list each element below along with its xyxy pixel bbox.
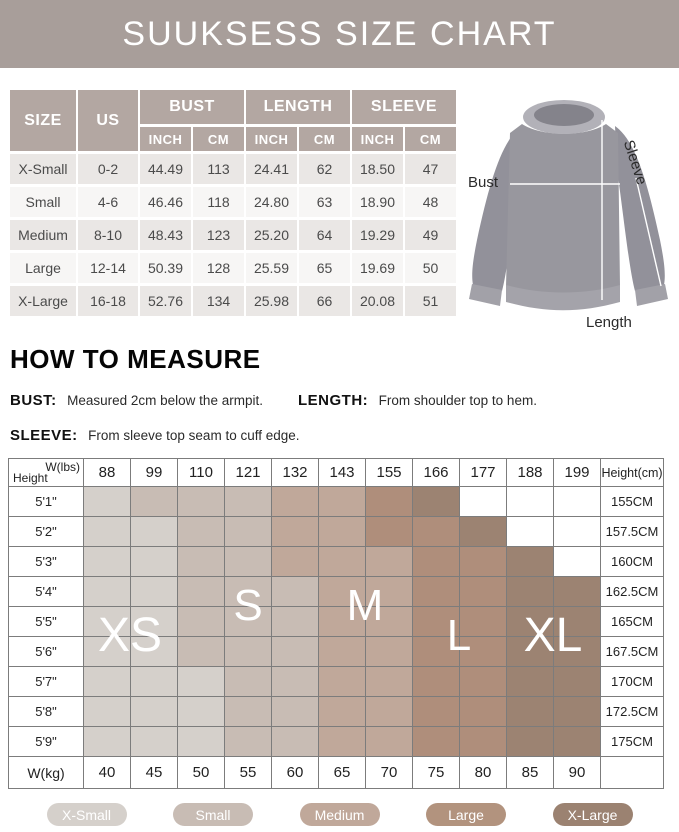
matrix-cell <box>225 697 272 727</box>
matrix-cell <box>460 487 507 517</box>
bust-label: Bust <box>468 174 499 191</box>
matrix-cell <box>272 637 319 667</box>
table-cell: 134 <box>193 286 244 316</box>
matrix-cell <box>554 517 601 547</box>
matrix-cell <box>554 577 601 607</box>
matrix-cell <box>507 607 554 637</box>
subheader-inch: INCH <box>352 127 403 151</box>
measure-text: From sleeve top seam to cuff edge. <box>88 428 300 443</box>
measure-item-bust <box>10 392 263 410</box>
matrix-cell <box>507 547 554 577</box>
height-label: 5'5" <box>9 607 84 637</box>
table-cell: 63 <box>299 187 350 217</box>
matrix-cell <box>131 487 178 517</box>
how-to-measure <box>10 344 670 445</box>
table-row <box>10 220 456 250</box>
table-cell: 62 <box>299 154 350 184</box>
height-cm-value: 162.5CM <box>601 577 664 607</box>
matrix-row <box>9 517 664 547</box>
matrix-cell <box>413 547 460 577</box>
table-row <box>10 154 456 184</box>
size-table <box>8 87 458 319</box>
matrix-cell <box>178 577 225 607</box>
table-cell: 24.41 <box>246 154 297 184</box>
matrix-cell <box>178 517 225 547</box>
matrix-cell <box>178 697 225 727</box>
matrix-corner-cell <box>9 459 84 487</box>
matrix-cell <box>413 667 460 697</box>
table-cell: Medium <box>10 220 76 250</box>
matrix-row <box>9 637 664 667</box>
weight-lbs-header: 110 <box>178 459 225 487</box>
matrix-row <box>9 487 664 517</box>
matrix-cell <box>84 547 131 577</box>
weight-kg-value: 45 <box>131 757 178 789</box>
matrix-cell <box>131 667 178 697</box>
matrix-cell <box>366 727 413 757</box>
matrix-cell <box>319 517 366 547</box>
matrix-cell <box>225 577 272 607</box>
matrix-cell <box>460 607 507 637</box>
matrix-row <box>9 577 664 607</box>
measure-label: LENGTH: <box>298 392 369 409</box>
matrix-cell <box>460 667 507 697</box>
weight-kg-value: 55 <box>225 757 272 789</box>
corner-top-label: W(lbs) <box>45 460 80 474</box>
height-weight-matrix <box>8 458 671 789</box>
legend-pill-large: Large <box>426 803 506 826</box>
matrix-cell <box>131 727 178 757</box>
zone-label-m: M <box>346 581 384 630</box>
matrix-cell <box>554 637 601 667</box>
title-bar <box>0 0 679 68</box>
matrix-cell <box>319 607 366 637</box>
zone-label-xl: XL <box>523 609 583 662</box>
matrix-cell <box>225 487 272 517</box>
matrix-cell <box>319 577 366 607</box>
table-cell: 19.69 <box>352 253 403 283</box>
matrix-cell <box>460 637 507 667</box>
table-cell: 65 <box>299 253 350 283</box>
sweater-illustration <box>460 88 679 340</box>
table-cell: 123 <box>193 220 244 250</box>
matrix-cell <box>319 697 366 727</box>
table-cell: 48 <box>405 187 456 217</box>
table-cell: 46.46 <box>140 187 191 217</box>
height-label: 5'2" <box>9 517 84 547</box>
height-label: 5'4" <box>9 577 84 607</box>
matrix-cell <box>413 637 460 667</box>
legend-pill-medium: Medium <box>300 803 380 826</box>
col-header-us: US <box>78 90 138 151</box>
table-cell: 50 <box>405 253 456 283</box>
matrix-cell <box>131 637 178 667</box>
matrix-cell <box>319 667 366 697</box>
table-cell: X-Small <box>10 154 76 184</box>
table-cell: 49 <box>405 220 456 250</box>
matrix-cell <box>507 577 554 607</box>
matrix-cell <box>460 547 507 577</box>
zone-label-s: S <box>233 581 263 630</box>
matrix-cell <box>366 517 413 547</box>
matrix-cell <box>178 667 225 697</box>
table-cell: 18.50 <box>352 154 403 184</box>
table-cell: 47 <box>405 154 456 184</box>
subheader-cm: CM <box>299 127 350 151</box>
matrix-cell <box>319 637 366 667</box>
height-label: 5'6" <box>9 637 84 667</box>
weight-lbs-header: 155 <box>366 459 413 487</box>
matrix-cell <box>554 547 601 577</box>
sweater-image <box>460 88 679 340</box>
weight-lbs-header: 188 <box>507 459 554 487</box>
matrix-cell <box>460 697 507 727</box>
table-cell: 50.39 <box>140 253 191 283</box>
table-cell: 113 <box>193 154 244 184</box>
matrix-cell <box>84 517 131 547</box>
height-cm-header: Height(cm) <box>601 459 664 487</box>
table-cell: 64 <box>299 220 350 250</box>
table-cell: 19.29 <box>352 220 403 250</box>
weight-kg-label: W(kg) <box>9 757 84 789</box>
matrix-cell <box>413 577 460 607</box>
table-cell: 128 <box>193 253 244 283</box>
col-header-sleeve: SLEEVE <box>352 90 456 124</box>
matrix-cell <box>460 577 507 607</box>
matrix-cell <box>413 727 460 757</box>
matrix-cell <box>460 517 507 547</box>
matrix-cell <box>272 577 319 607</box>
sleeve-label: Sleeve <box>619 138 651 187</box>
matrix-cell <box>413 607 460 637</box>
matrix-cell <box>84 667 131 697</box>
matrix-row <box>9 547 664 577</box>
matrix-cell <box>413 517 460 547</box>
matrix-cell <box>272 697 319 727</box>
col-header-length: LENGTH <box>246 90 350 124</box>
matrix-cell <box>178 637 225 667</box>
table-cell: 24.80 <box>246 187 297 217</box>
table-cell: Large <box>10 253 76 283</box>
matrix-corner-cell <box>601 757 664 789</box>
matrix-cell <box>507 517 554 547</box>
matrix-cell <box>366 547 413 577</box>
subheader-cm: CM <box>193 127 244 151</box>
matrix-cell <box>131 577 178 607</box>
table-cell: 51 <box>405 286 456 316</box>
matrix-cell <box>84 727 131 757</box>
matrix-cell <box>178 487 225 517</box>
table-cell: 25.20 <box>246 220 297 250</box>
table-row <box>10 286 456 316</box>
matrix-row <box>9 607 664 637</box>
matrix-cell <box>507 487 554 517</box>
table-cell: 0-2 <box>78 154 138 184</box>
matrix-cell <box>319 487 366 517</box>
matrix-cell <box>272 487 319 517</box>
height-label: 5'8" <box>9 697 84 727</box>
weight-kg-value: 70 <box>366 757 413 789</box>
matrix-cell <box>84 487 131 517</box>
size-legend <box>0 803 679 826</box>
weight-lbs-header: 143 <box>319 459 366 487</box>
zone-label-l: L <box>446 611 472 660</box>
table-cell: 12-14 <box>78 253 138 283</box>
height-cm-value: 170CM <box>601 667 664 697</box>
matrix-cell <box>131 697 178 727</box>
page-title: SUUKSESS SIZE CHART <box>122 14 557 53</box>
matrix-cell <box>319 547 366 577</box>
matrix-cell <box>460 727 507 757</box>
weight-kg-value: 90 <box>554 757 601 789</box>
size-table-body <box>10 154 456 316</box>
matrix-row <box>9 697 664 727</box>
height-cm-value: 167.5CM <box>601 637 664 667</box>
table-cell: 4-6 <box>78 187 138 217</box>
table-cell: 20.08 <box>352 286 403 316</box>
height-cm-value: 165CM <box>601 607 664 637</box>
matrix-row <box>9 667 664 697</box>
matrix-cell <box>554 667 601 697</box>
weight-kg-value: 80 <box>460 757 507 789</box>
table-cell: 18.90 <box>352 187 403 217</box>
matrix-cell <box>272 607 319 637</box>
matrix-cell <box>178 727 225 757</box>
matrix-cell <box>272 667 319 697</box>
matrix-cell <box>319 727 366 757</box>
table-cell: 8-10 <box>78 220 138 250</box>
matrix-header-row <box>9 459 664 487</box>
matrix-cell <box>225 607 272 637</box>
height-cm-value: 160CM <box>601 547 664 577</box>
table-cell: 25.98 <box>246 286 297 316</box>
measure-item-sleeve <box>10 427 300 445</box>
matrix-cell <box>131 607 178 637</box>
table-row <box>10 253 456 283</box>
matrix-cell <box>366 667 413 697</box>
matrix-cell <box>225 517 272 547</box>
table-cell: Small <box>10 187 76 217</box>
matrix-cell <box>507 667 554 697</box>
col-header-size: SIZE <box>10 90 76 151</box>
matrix-cell <box>178 607 225 637</box>
legend-pill-x-large: X-Large <box>553 803 633 826</box>
matrix-cell <box>554 697 601 727</box>
measure-text: From shoulder top to hem. <box>378 393 537 408</box>
height-label: 5'7" <box>9 667 84 697</box>
matrix-cell <box>225 667 272 697</box>
table-cell: 48.43 <box>140 220 191 250</box>
table-cell: 25.59 <box>246 253 297 283</box>
matrix-row <box>9 727 664 757</box>
table-cell: X-Large <box>10 286 76 316</box>
legend-pill-small: Small <box>173 803 253 826</box>
weight-kg-value: 60 <box>272 757 319 789</box>
matrix-cell <box>507 697 554 727</box>
measure-text: Measured 2cm below the armpit. <box>67 393 263 408</box>
weight-kg-value: 75 <box>413 757 460 789</box>
matrix-cell <box>131 517 178 547</box>
matrix-cell <box>366 577 413 607</box>
height-cm-value: 172.5CM <box>601 697 664 727</box>
weight-lbs-header: 99 <box>131 459 178 487</box>
measure-label: SLEEVE: <box>10 427 78 444</box>
weight-lbs-header: 166 <box>413 459 460 487</box>
matrix-cell <box>366 487 413 517</box>
matrix-cell <box>413 487 460 517</box>
col-header-bust: BUST <box>140 90 244 124</box>
matrix-cell <box>225 637 272 667</box>
length-label: Length <box>586 314 632 331</box>
matrix-cell <box>366 607 413 637</box>
weight-lbs-header: 121 <box>225 459 272 487</box>
matrix-cell <box>131 547 178 577</box>
matrix-cell <box>554 607 601 637</box>
table-cell: 118 <box>193 187 244 217</box>
matrix-cell <box>272 727 319 757</box>
table-cell: 44.49 <box>140 154 191 184</box>
height-label: 5'9" <box>9 727 84 757</box>
how-to-measure-heading: HOW TO MEASURE <box>10 344 261 374</box>
matrix-cell <box>507 637 554 667</box>
matrix-cell <box>554 727 601 757</box>
height-cm-value: 175CM <box>601 727 664 757</box>
height-cm-value: 157.5CM <box>601 517 664 547</box>
weight-kg-value: 85 <box>507 757 554 789</box>
legend-pill-x-small: X-Small <box>47 803 127 826</box>
weight-lbs-header: 199 <box>554 459 601 487</box>
table-cell: 52.76 <box>140 286 191 316</box>
matrix-cell <box>413 697 460 727</box>
weight-lbs-header: 132 <box>272 459 319 487</box>
matrix-cell <box>84 577 131 607</box>
matrix-cell <box>225 547 272 577</box>
matrix-cell <box>84 697 131 727</box>
matrix-cell <box>84 637 131 667</box>
table-cell: 16-18 <box>78 286 138 316</box>
matrix-cell <box>272 517 319 547</box>
height-label: 5'3" <box>9 547 84 577</box>
zone-label-xs: XS <box>97 609 163 662</box>
weight-kg-value: 65 <box>319 757 366 789</box>
size-matrix-table <box>8 458 664 789</box>
subheader-cm: CM <box>405 127 456 151</box>
weight-lbs-header: 177 <box>460 459 507 487</box>
matrix-cell <box>84 607 131 637</box>
matrix-cell <box>366 637 413 667</box>
height-cm-value: 155CM <box>601 487 664 517</box>
matrix-cell <box>272 547 319 577</box>
subheader-inch: INCH <box>140 127 191 151</box>
matrix-cell <box>507 727 554 757</box>
height-label: 5'1" <box>9 487 84 517</box>
matrix-cell <box>366 697 413 727</box>
matrix-footer-row <box>9 757 664 789</box>
table-cell: 66 <box>299 286 350 316</box>
subheader-inch: INCH <box>246 127 297 151</box>
table-row <box>10 187 456 217</box>
corner-bottom-label: Height <box>13 471 48 485</box>
weight-lbs-header: 88 <box>84 459 131 487</box>
measure-item-length <box>298 392 537 410</box>
matrix-cell <box>225 727 272 757</box>
matrix-cell <box>178 547 225 577</box>
measure-label: BUST: <box>10 392 57 409</box>
matrix-cell <box>554 487 601 517</box>
weight-kg-value: 40 <box>84 757 131 789</box>
weight-kg-value: 50 <box>178 757 225 789</box>
